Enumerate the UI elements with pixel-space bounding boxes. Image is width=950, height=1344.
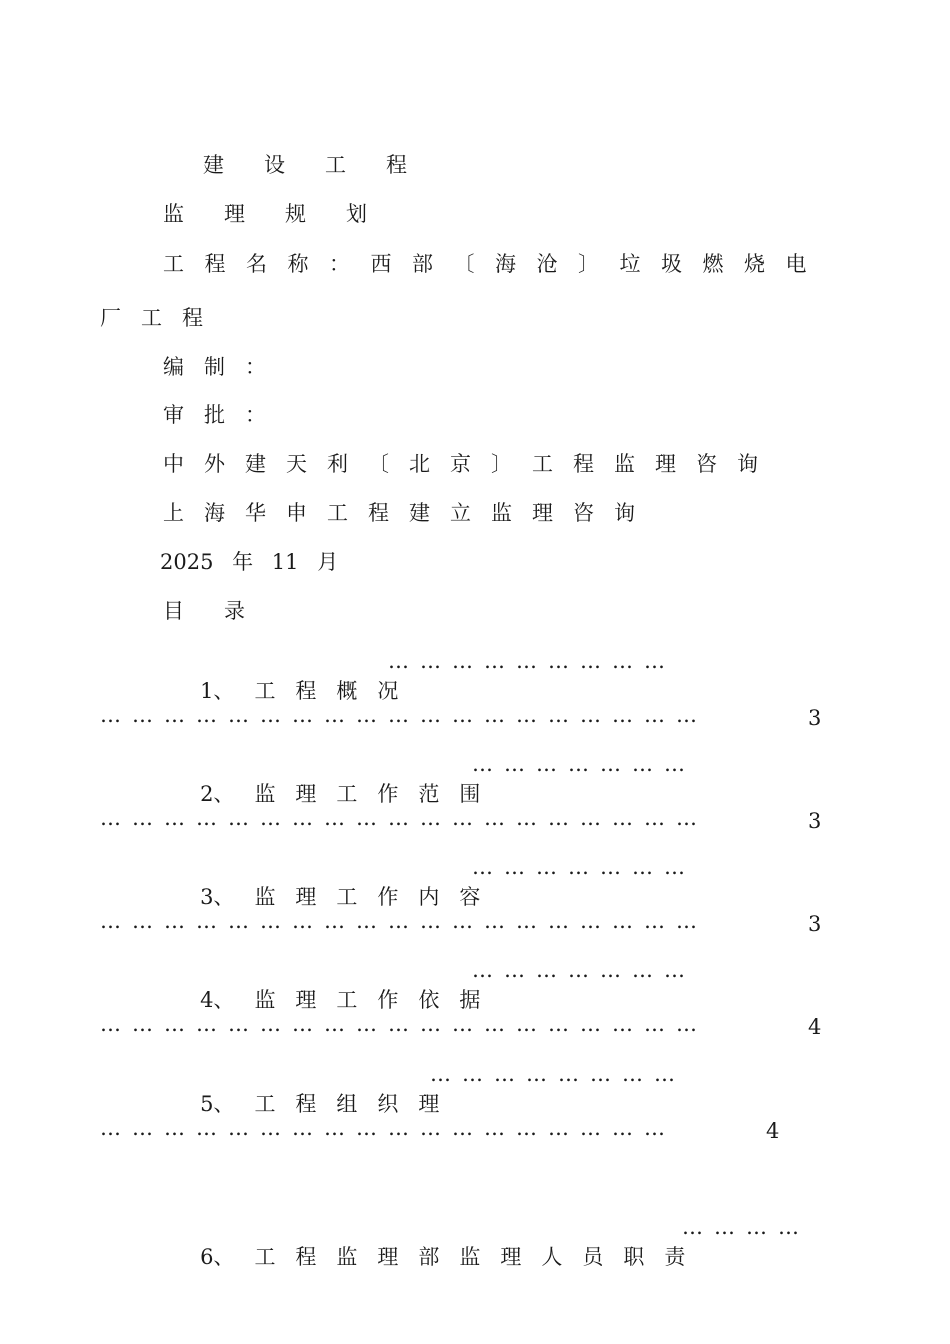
cover-title-line2: 监理规划	[163, 202, 407, 226]
toc-page-number: 3	[808, 809, 822, 833]
cover-title-line1: 建设工程	[203, 153, 447, 177]
toc-entry-number: 3、	[200, 885, 235, 909]
toc-entry-title: 监理工作范围	[254, 782, 501, 806]
toc-leader-dots: …………	[682, 1215, 810, 1239]
toc-page-number: 3	[808, 706, 822, 730]
toc-page-number: 4	[766, 1119, 780, 1143]
toc-entry-title: 监理工作依据	[254, 988, 501, 1012]
toc-entry-number: 2、	[200, 782, 235, 806]
toc-leader-dots: …………………………………………………	[100, 703, 708, 727]
project-name-line2: 厂工程	[100, 306, 223, 330]
toc-entry-6	[160, 1212, 705, 1302]
toc-leader-dots: …………………	[472, 958, 696, 982]
toc-entry-title: 工程概况	[254, 679, 419, 703]
toc-entry-number: 1、	[200, 679, 235, 703]
toc-entry-number: 4、	[200, 988, 235, 1012]
prepared-by-label: 编制：	[163, 355, 286, 379]
toc-page-number: 4	[808, 1015, 822, 1039]
toc-leader-dots: …………………………………………………	[100, 806, 708, 830]
toc-entry-title: 工程监理部监理人员职责	[254, 1245, 706, 1269]
toc-page-number: 3	[808, 912, 822, 936]
approved-by-label: 审批：	[163, 403, 286, 427]
toc-entry-number: 6、	[200, 1245, 235, 1269]
toc-leader-dots: ………………………………………………	[100, 1116, 676, 1140]
toc-leader-dots: …………………	[472, 752, 696, 776]
toc-entry-number: 5、	[200, 1092, 235, 1116]
toc-leader-dots: …………………………………………………	[100, 909, 708, 933]
project-name-line1: 工程名称：西部〔海沧〕垃圾燃烧电	[163, 252, 827, 276]
company-name-2: 上海华申工程建立监理咨询	[163, 501, 655, 525]
toc-heading: 目录	[163, 599, 285, 623]
document-date: 2025 年 11 月	[160, 550, 339, 574]
toc-entry-title: 工程组织理	[254, 1092, 460, 1116]
toc-leader-dots: ……………………	[430, 1062, 686, 1086]
toc-leader-dots: ………………………	[388, 649, 676, 673]
toc-leader-dots: …………………………………………………	[100, 1012, 708, 1036]
toc-entry-title: 监理工作内容	[254, 885, 501, 909]
company-name-1: 中外建天利〔北京〕工程监理咨询	[163, 452, 778, 476]
toc-leader-dots: …………………	[472, 855, 696, 879]
